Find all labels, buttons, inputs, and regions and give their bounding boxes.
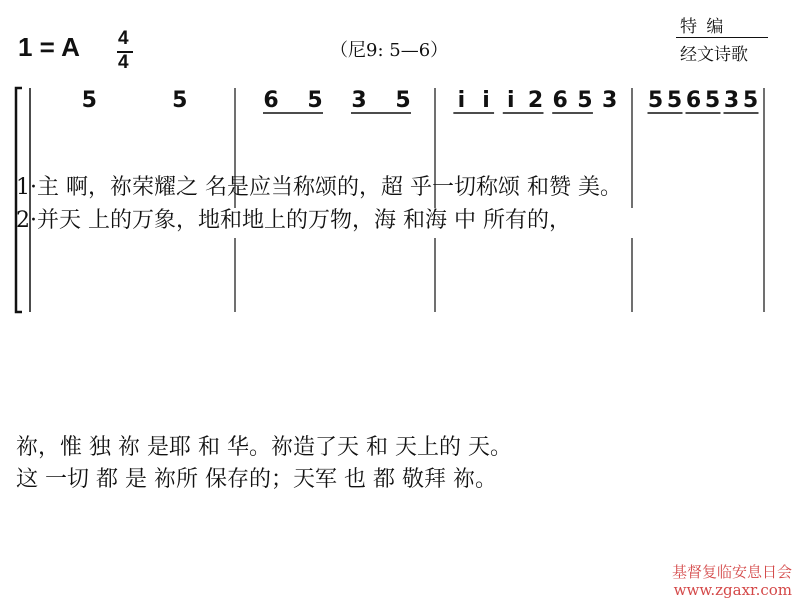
watermark-name: 基督复临安息日会 bbox=[671, 563, 792, 581]
key-signature: 1 = A bbox=[18, 32, 80, 62]
note: 5 bbox=[172, 88, 188, 113]
note: 3 bbox=[351, 88, 367, 113]
meter-top: 4 bbox=[118, 28, 129, 49]
lyrics-verse-2-system-2: 这 一切 都 是 祢所 保存的；天军 也 都 敬拜 祢。 bbox=[16, 467, 497, 492]
note: 5 bbox=[395, 88, 411, 113]
note: 5 bbox=[742, 88, 759, 113]
watermark-url: www.zgaxr.com bbox=[673, 581, 792, 599]
meter-bottom: 4 bbox=[118, 52, 129, 73]
note: 5 bbox=[704, 88, 721, 113]
watermark bbox=[672, 563, 792, 599]
note: i bbox=[507, 88, 515, 113]
note: 5 bbox=[666, 88, 683, 113]
lyrics-verse-1-system-2: 祢，惟 独 祢 是耶 和 华。祢造了天 和 天上的 天。 bbox=[16, 435, 512, 460]
note: i bbox=[482, 88, 490, 113]
note: i bbox=[457, 88, 466, 113]
note: 6 bbox=[552, 88, 568, 113]
note: 3 bbox=[723, 88, 740, 113]
lyrics-verse-1-system-1: 1·主 啊，祢荣耀之 名是应当称颂的，超 乎一切称颂 和赞 美。 bbox=[16, 175, 622, 200]
note: 5 bbox=[577, 88, 593, 113]
note: 5 bbox=[647, 88, 664, 113]
note: 2 bbox=[527, 88, 544, 113]
note: 6 bbox=[263, 88, 279, 113]
scripture-reference: （尼9: 5—6） bbox=[330, 40, 449, 61]
song-category: 经文诗歌 bbox=[680, 45, 748, 65]
note: 3 bbox=[601, 88, 618, 113]
note: 6 bbox=[685, 88, 702, 113]
note: 5 bbox=[307, 88, 323, 113]
note: 5 bbox=[81, 88, 97, 113]
arranger-credit: 特 编 bbox=[680, 17, 726, 37]
lyrics-verse-2-system-1: 2·并天 上的万象，地和地上的万物，海 和海 中 所有的， bbox=[16, 208, 571, 233]
